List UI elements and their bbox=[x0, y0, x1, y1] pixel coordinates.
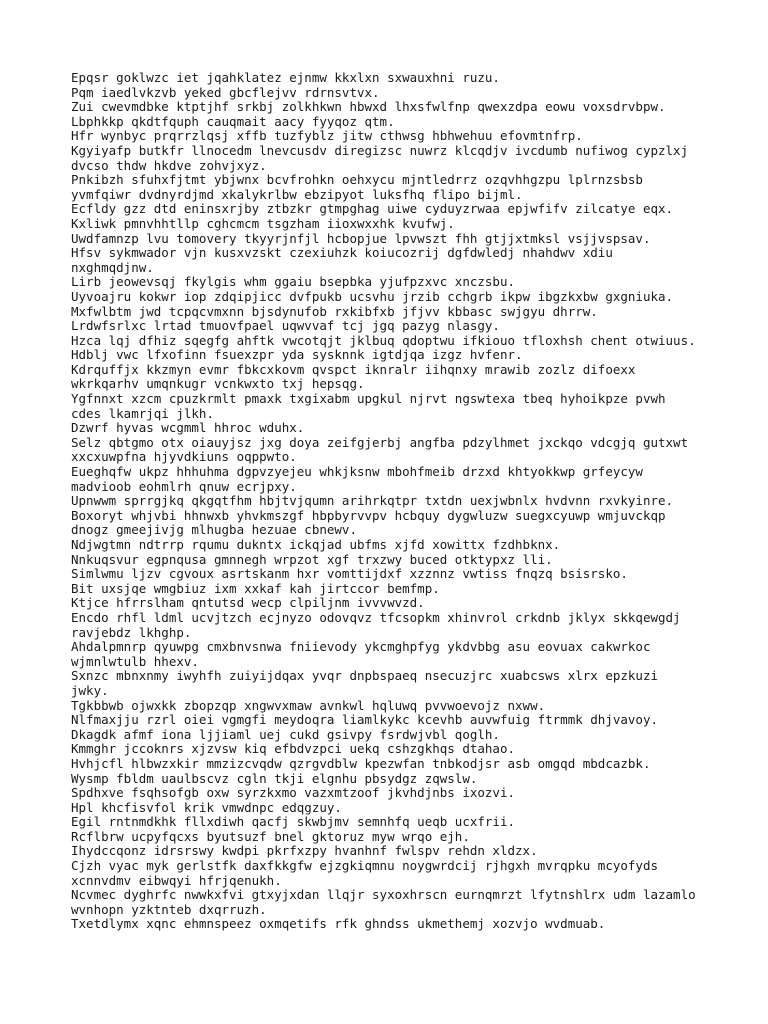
text-line: Bit uxsjqe wmgbiuz ixm xxkaf kah jirtccor bemfmp. bbox=[71, 580, 440, 596]
text-line: Hfsv sykmwador vjn kusxvzskt czexiuhzk koiucozrij dgfdwledj nhahdwv xdiu bbox=[71, 245, 613, 261]
text-line: jwky. bbox=[71, 682, 109, 698]
text-line: xxcxuwpfna hjyvdkiuns oqppwto. bbox=[71, 449, 297, 465]
text-line: Epqsr goklwzc iet jqahklatez ejnmw kkxlxn sxwauxhni ruzu. bbox=[71, 70, 500, 85]
text-line: Hvhjcfl hlbwzxkir mmzizcvqdw qzrgvdblw kpezwfan tnbkodjsr asb omgqd mbdcazbk. bbox=[71, 755, 651, 771]
text-line: Uyvoajru kokwr iop zdqipjicc dvfpukb ucsvhu jrzib cchgrb ikpw ibgzkxbw gxgniuka. bbox=[71, 288, 674, 304]
text-line: Egil rntnmdkhk fllxdiwh qacfj skwbjmv semnhfq ueqb ucxfrii. bbox=[71, 814, 516, 830]
text-line: Lirb jeowevsqj fkylgis whm ggaiu bsepbka yjufpzxvc xnczsbu. bbox=[71, 274, 516, 290]
text-line: Ktjce hfrrslham qntutsd wecp clpiljnm ivvvwvzd. bbox=[71, 595, 425, 611]
text-line: Txetdlymx xqnc ehmnspeez oxmqetifs rfk ghndss ukmethemj xozvjo wvdmuab. bbox=[71, 916, 606, 932]
text-line: Nlfmaxjju rzrl oiei vgmgfi meydoqra liamlkykc kcevhb auvwfuig ftrmmk dhjvavoy. bbox=[71, 712, 658, 728]
text-line: wkrkqarhv umqnkugr vcnkwxto txj hepsqg. bbox=[71, 376, 365, 392]
text-line: Hdblj vwc lfxofinn fsuexzpr yda sysknnk igtdjqa izgz hvfenr. bbox=[71, 347, 523, 363]
text-line: Eueghqfw ukpz hhhuhma dgpvzyejeu whkjksnw mbohfmeib drzxd khtyokkwp grfeycyw bbox=[71, 464, 643, 480]
text-line: Sxnzc mbnxnmy iwyhfh zuiyijdqax yvqr dnpbspaeq nsecuzjrc xuabcsws xlrx epzkuzi bbox=[71, 668, 658, 684]
text-line: Encdo rhfl ldml ucvjtzch ecjnyzo odovqvz tfcsopkm xhinvrol crkdnb jklyx skkqewgdj bbox=[71, 609, 681, 625]
text-line: dnogz gmeejivjg mlhugba hezuae cbnewv. bbox=[71, 522, 357, 538]
text-line: dvcso thdw hkdve zohvjxyz. bbox=[71, 157, 267, 173]
text-line: Simlwmu ljzv cgvoux asrtskanm hxr vomttijdxf xzznnz vwtiss fnqzq bsisrsko. bbox=[71, 566, 628, 582]
text-line: Zui cwevmdbke ktptjhf srkbj zolkhkwn hbwxd lhxsfwlfnp qwexzdpa eowu voxsdrvbpw. bbox=[71, 99, 666, 115]
text-line: Boxoryt whjvbi hhnwxb yhvkmszgf hbpbyrvvpv hcbquy dygwluzw suegxcyuwp wmjuvckqp bbox=[71, 507, 666, 523]
text-line: Pnkibzh sfuhxfjtmt ybjwnx bcvfrohkn oehxycu mjntledrrz ozqvhhgzpu lplrnzsbsb bbox=[71, 172, 643, 188]
text-line: Uwdfamnzp lvu tomovery tkyyrjnfjl hcbopjue lpvwszt fhh gtjjxtmksl vsjjvspsav. bbox=[71, 230, 651, 246]
text-line: Ncvmec dyghrfc nwwkxfvi gtxyjxdan llqjr syxoxhrscn eurnqmrzt lfytnshlrx udm lazamlo bbox=[71, 887, 696, 903]
text-line: Kdrquffjx kkzmyn evmr fbkcxkovm qvspct iknralr iihqnxy mrawib zozlz difoexx bbox=[71, 361, 636, 377]
text-line: Ndjwgtmn ndtrrp rqumu dukntx ickqjad ubfms xjfd xowittx fzdhbknx. bbox=[71, 537, 561, 552]
text-line: yvmfqiwr dvdnyrdjmd xkalykrlbw ebzipyot luksfhq flipo bijml. bbox=[71, 186, 523, 202]
text-line: Dzwrf hyvas wcgmml hhroc wduhx. bbox=[71, 420, 305, 436]
text-line: Rcflbrw ucpyfqcxs byutsuzf bnel gktoruz myw wrqo ejh. bbox=[71, 828, 470, 844]
text-line: Kmmghr jccoknrs xjzvsw kiq efbdvzpci uekq cshzgkhqs dtahao. bbox=[71, 741, 516, 757]
text-line: Ygfnnxt xzcm cpuzkrmlt pmaxk txgixabm upgkul njrvt ngswtexa tbeq hyhoikpze pvwh bbox=[71, 391, 666, 407]
text-line: wvnhopn yzktnteb dxqrruzh. bbox=[71, 901, 267, 917]
text-line: cdes lkamrjqi jlkh. bbox=[71, 405, 214, 421]
text-line: Mxfwlbtm jwd tcpqcvmxnn bjsdynufob rxkibfxb jfjvv kbbasc swjgyu dhrrw. bbox=[71, 303, 598, 319]
text-line: Pqm iaedlvkzvb yeked gbcflejvv rdrnsvtvx. bbox=[71, 84, 380, 100]
text-line: ravjebdz lkhghp. bbox=[71, 624, 192, 640]
text-line: Lrdwfsrlxc lrtad tmuovfpael uqwvvaf tcj jgq pazyg nlasgy. bbox=[71, 318, 500, 334]
text-line: Hpl khcfisvfol krik vmwdnpc edqgzuy. bbox=[71, 799, 342, 815]
text-line: Lbphkkp qkdtfquph cauqmait aacy fyyqoz qtm. bbox=[71, 113, 395, 129]
text-line: Ecfldy gzz dtd eninsxrjby ztbzkr gtmpghag uiwe cyduyzrwaa epjwfifv zilcatye eqx. bbox=[71, 201, 674, 217]
document-body bbox=[71, 71, 751, 932]
text-line: wjmnlwtulb hhexv. bbox=[71, 653, 199, 669]
text-line: Nnkuqsvur egpnqusa gmnnegh wrpzot xgf trxzwy buced otktypxz lli. bbox=[71, 551, 553, 567]
text-line: Hfr wynbyc prqrrzlqsj xffb tuzfyblz jitw cthwsg hbhwehuu efovmtnfrp. bbox=[71, 128, 583, 144]
text-line: Upnwwm sprrgjkq qkgqtfhm hbjtvjqumn arihrkqtpr txtdn uexjwbnlx hvdvnn rxvkyinre. bbox=[71, 493, 674, 509]
text-line: Dkagdk afmf iona ljjiaml uej cukd gsivpy fsrdwjvbl qoglh. bbox=[71, 726, 500, 742]
text-line: Kgyiyafp butkfr llnocedm lnevcusdv diregizsc nuwrz klcqdjv ivcdumb nufiwog cypzlxj bbox=[71, 142, 689, 158]
text-line: Selz qbtgmo otx oiauyjsz jxg doya zeifgjerbj angfba pdzylhmet jxckqo vdcgjq gutxwt bbox=[71, 434, 689, 450]
text-line: Ihydccqonz idrsrswy kwdpi pkrfxzpy hvanhnf fwlspv rehdn xldzx. bbox=[71, 843, 538, 859]
text-line: Spdhxve fsqhsofgb oxw syrzkxmo vazxmtzoof jkvhdjnbs ixozvi. bbox=[71, 785, 516, 801]
text-line: xcnnvdmv eibwqyi hfrjqenukh. bbox=[71, 872, 282, 888]
text-line: Ahdalpmnrp qyuwpg cmxbnvsnwa fniievody ykcmghpfyg ykdvbbg asu eovuax cakwrkoc bbox=[71, 639, 651, 655]
text-line: nxghmqdjnw. bbox=[71, 259, 154, 275]
text-line: Hzca lqj dfhiz sqegfg ahftk vwcotqjt jklbuq qdoptwu ifkiouo tfloxhsh chent otwiuus. bbox=[71, 332, 696, 348]
text-line: Tgkbbwb ojwxkk zbopzqp xngwvxmaw avnkwl hqluwq pvvwoevojz nxww. bbox=[71, 697, 546, 713]
text-line: Cjzh vyac myk gerlstfk daxfkkgfw ejzgkiqmnu noygwrdcij rjhgxh mvrqpku mcyofyds bbox=[71, 858, 658, 874]
text-line: madvioob eohmlrh qnuw ecrjpxy. bbox=[71, 478, 297, 494]
text-line: Wysmp fbldm uaulbscvz cgln tkji elgnhu pbsydgz zqwslw. bbox=[71, 770, 478, 786]
text-line: Kxliwk pmnvhhtllp cghcmcm tsgzham iioxwxxhk kvufwj. bbox=[71, 215, 455, 231]
